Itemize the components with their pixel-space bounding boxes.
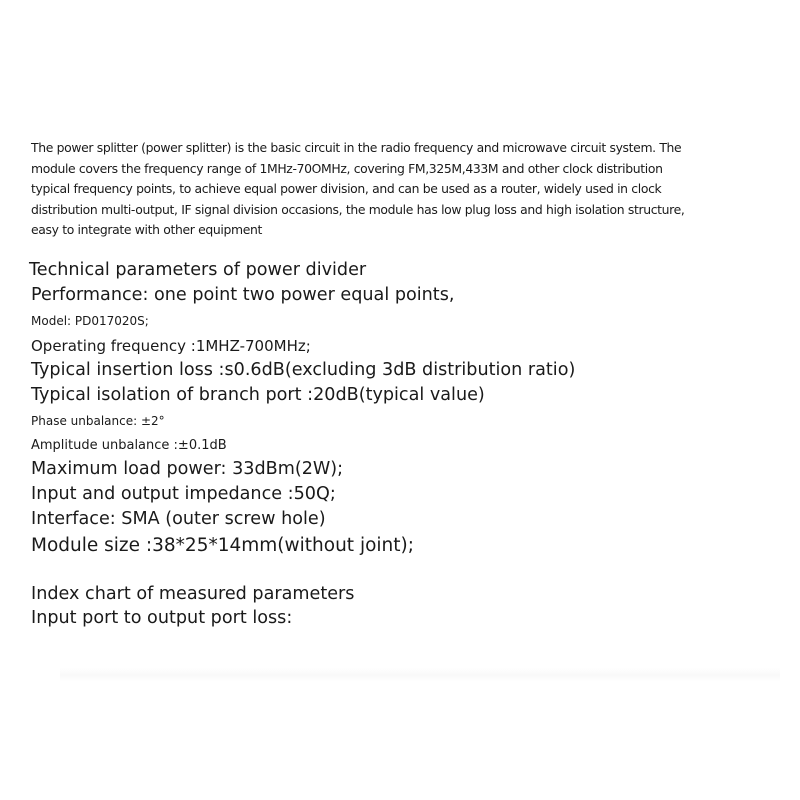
spec-phase: Phase unbalance: ±2°	[31, 414, 165, 428]
spec-amplitude: Amplitude unbalance :±0.1dB	[31, 438, 227, 453]
spec-max-power: Maximum load power: 33dBm(2W);	[31, 459, 344, 479]
spec-interface: Interface: SMA (outer screw hole)	[31, 509, 326, 529]
intro-line: The power splitter (power splitter) is the basic circuit in the radio frequency and microwave circuit system. The	[31, 140, 682, 155]
spec-frequency: Operating frequency :1MHZ-700MHz;	[31, 337, 311, 355]
intro-line: easy to integrate with other equipment	[31, 222, 262, 237]
faded-divider	[60, 668, 780, 682]
spec-module-size: Module size :38*25*14mm(without joint);	[31, 535, 414, 556]
intro-line: typical frequency points, to achieve equal power division, and can be used as a router, widely used in clock	[31, 181, 662, 196]
intro-line: distribution multi-output, IF signal division occasions, the module has low plug loss and high isolation structure,	[31, 201, 685, 217]
measured-heading: Index chart of measured parameters	[31, 584, 355, 604]
intro-line: module covers the frequency range of 1MHz-70OMHz, covering FM,325M,433M and other clock distribution	[31, 160, 663, 176]
spec-isolation: Typical isolation of branch port :20dB(typical value)	[31, 385, 485, 405]
spec-impedance: Input and output impedance :50Q;	[31, 484, 336, 504]
spec-model: Model: PD017020S;	[31, 314, 149, 328]
measured-subheading: Input port to output port loss:	[31, 608, 293, 628]
intro-paragraph	[31, 138, 766, 241]
spec-insertion-loss: Typical insertion loss :s0.6dB(excluding 3dB distribution ratio)	[31, 360, 576, 380]
spec-performance: Performance: one point two power equal points,	[31, 285, 455, 305]
specs-heading: Technical parameters of power divider	[29, 260, 367, 280]
